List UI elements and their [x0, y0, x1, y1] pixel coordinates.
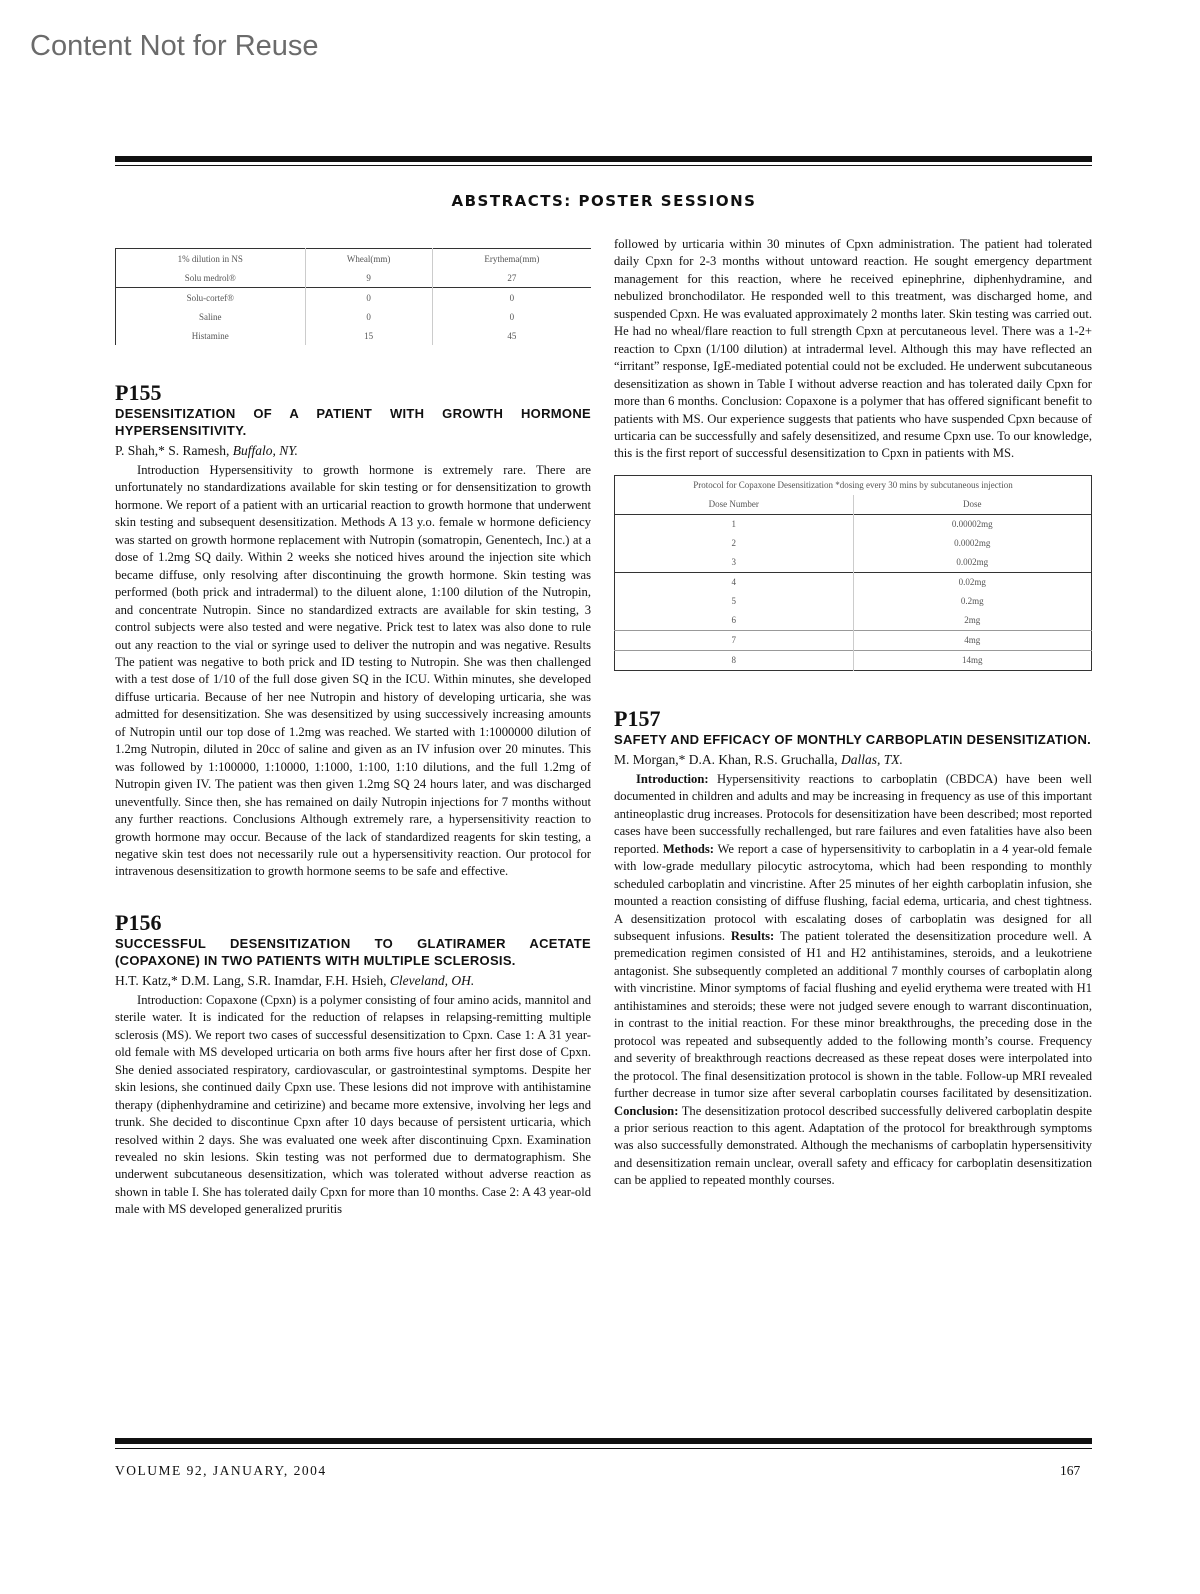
- table-cell: 45: [432, 326, 591, 345]
- table-cell: 0: [305, 307, 432, 326]
- table-cell: 0.002mg: [853, 553, 1092, 573]
- authors-text: H.T. Katz,* D.M. Lang, S.R. Inamdar, F.H. Hsieh,: [115, 972, 387, 988]
- abstract-p157: [614, 707, 1092, 1190]
- abstract-id: P155: [115, 380, 162, 405]
- intro-text: Hypersensitivity reactions to carboplatin (CBDCA) have been well documented in children and adults and may be increasing in frequency as use of this important antineoplastic drug increases. Protocols for desensitization have been described; most reported cases have been successfully rechallenged, but rare failures and even fatalities have also been reported.: [614, 771, 1092, 856]
- section-heading: ABSTRACTS: POSTER SESSIONS: [451, 192, 757, 210]
- methods-text: We report a case of hypersensitivity to carboplatin in a 4 year-old female with low-grade medullary pilocytic astrocytoma, which had been responding to monthly scheduled carboplatin and vincristine. After 25 minutes of her eighth carboplatin infusion, she mounted a reaction consisting of diffuse flushing, facial edema, urticaria, and chest tightness. A desensitization protocol with escalating doses of carboplatin was designed for all subsequent infusions.: [614, 841, 1092, 943]
- abstract-id: P156: [115, 909, 162, 935]
- author-location: Buffalo, NY.: [232, 443, 298, 458]
- abstract-body: Introduction Hypersensitivity to growth hormone is extremely rare. There are unfortunately no standardizations available for skin testing or for densensitization to growth hormone. We report of a patient with an urticarial reaction to growth hormone that underwent skin testing and subsequent desensitization. Methods A 13 y.o. female w hormone deficiency was started on growth hormone replacement with Nutropin (somatropin, Genentech, Inc.) at a dose of 1.2mg SQ daily. Within 2 weeks she noticed hives around the injection site which became diffuse, only resolving after discontinuing the growth hormone. Skin testing was performed (both prick and intradermal) to the diluent alone, 1:100 dilution of the Nutropin, and concentrate Nutropin. Since no standardized extracts are available for skin testing, 3 control subjects were also tested and were negative. Prick test to latex was also done to rule out any reaction to the vial or syringe used to deliver the nutropin and was negative. Results The patient was negative to both prick and ID testing to Nutropin. She was then challenged with a test dose of 1/10 of the full dose given SQ in the ICU. Within minutes, she developed diffuse urticaria. Because of her nee Nutropin and history of developing urticaria, she was admitted for desensitization. She was desensitized by using successively increasing amounts of Nutropin until our top dose of 1.2mg was reached. We started with 1:1000000 dilution of 1.2mg Nutropin, diluted in 20cc of saline and given as an IV infusion over 20 minutes. This was followed by 1:100000, 1:10000, 1:1000, 1:100, 1:10 dilutions, and the full 1.2mg of Nutropin given IV. The patient was then given 1.2mg SQ 24 hours later, and was discharged uneventfully. Since then, she has remained on daily Nutropin injections for 7 months without any further reactions. Conclusions Although extremely rare, a hypersensitivity reaction to growth hormone may occur. Because of the lack of standardized reagents for skin testing, a negative skin test does not necessarily rule out a hypersensitivity reaction. Our protocol for intravenous desensitization to growth hormone seems to be safe and effective.: [115, 463, 591, 879]
- table-header: Erythema(mm): [432, 249, 591, 269]
- abstract-authors: [614, 750, 1092, 770]
- table-cell: 6: [731, 615, 736, 626]
- results-label: Results:: [730, 928, 775, 943]
- table-cell: 4: [731, 577, 736, 588]
- table-header: Wheal(mm): [305, 249, 432, 269]
- table-header-row: [615, 495, 1092, 515]
- conclusion-label: Conclusion:: [614, 1103, 679, 1118]
- table-cell: 5: [731, 596, 736, 607]
- abstract-p155: [115, 381, 591, 881]
- table-cell: 3: [731, 557, 736, 568]
- table-cell: 0.00002mg: [853, 514, 1092, 534]
- abstract-authors: [115, 971, 591, 991]
- table-cell: 0.02mg: [853, 572, 1092, 592]
- abstract-title: DESENSITIZATION OF A PATIENT WITH GROWTH HORMONE HYPERSENSITIVITY.: [115, 406, 591, 438]
- authors-text: M. Morgan,* D.A. Khan, R.S. Gruchalla,: [614, 751, 838, 767]
- table-row: [615, 611, 1092, 631]
- table-cell: 2mg: [853, 611, 1092, 631]
- abstract-title: SAFETY AND EFFICACY OF MONTHLY CARBOPLATIN DESENSITIZATION.: [614, 731, 1092, 747]
- table-cell: 2: [731, 538, 736, 549]
- authors-text: P. Shah,* S. Ramesh,: [115, 443, 230, 458]
- abstract-id: P157: [614, 705, 661, 731]
- table-header: 1% dilution in NS: [177, 253, 243, 264]
- table-row: [615, 534, 1092, 553]
- abstract-authors: [115, 441, 591, 461]
- table-row: [116, 307, 592, 326]
- copaxone-protocol-table: [614, 475, 1092, 671]
- table-cell: Saline: [199, 311, 222, 322]
- table-row: [615, 572, 1092, 592]
- table-row: [116, 268, 592, 288]
- table-cell: 0: [305, 288, 432, 308]
- table-cell: 0.2mg: [853, 592, 1092, 611]
- abstract-title: SUCCESSFUL DESENSITIZATION TO GLATIRAMER ACETATE (COPAXONE) IN TWO PATIENTS WITH MULTIPLE SCLEROSIS.: [115, 935, 591, 968]
- top-rule-thin: [115, 165, 1092, 166]
- right-column: [614, 236, 1092, 1190]
- table-header-row: [116, 249, 592, 269]
- bottom-rule-thin: [115, 1448, 1092, 1449]
- table-row: [615, 592, 1092, 611]
- abstract-body: Introduction: Copaxone (Cpxn) is a polymer consisting of four amino acids, mannitol and sterile water. It is indicated for the reduction of relapses in relapsing-remitting multiple sclerosis (MS). We report two cases of successful desensitization to Cpxn. Case 1: A 31 year-old female with MS developed urticaria on both arms five hours after her first dose of Cpxn. She denied associated respiratory, cardiovascular, or gastrointestinal symptoms. Despite her skin lesions, she continued daily Cpxn use. These lesions did not improve with antihistamine therapy (diphenhydramine and cetirizine) and became more extensive, involving her legs and trunk. She decided to discontinue Cpxn after 10 days because of persistent urticaria, which resolved within 2 days. She was evaluated one week after discontinuing Cpxn. Examination revealed no skin lesions. Skin testing was not performed due to dermatographism. She underwent subcutaneous desensitization, which was tolerated without adverse reaction as shown in table I. She has tolerated daily Cpxn for more than 10 months. Case 2: A 43 year-old male with MS developed generalized pruritis: [115, 992, 591, 1217]
- table-row: [615, 650, 1092, 670]
- table-cell: 0: [432, 288, 591, 308]
- watermark: Content Not for Reuse: [30, 30, 319, 62]
- abstract-p156: [115, 911, 591, 1219]
- table-cell: 15: [305, 326, 432, 345]
- journal-volume: VOLUME 92, JANUARY, 2004: [115, 1463, 327, 1478]
- table-cell: 8: [731, 655, 736, 666]
- top-rule: [115, 156, 1092, 162]
- table-header: Dose: [853, 495, 1092, 515]
- table-row: [116, 288, 592, 308]
- table-row: [615, 514, 1092, 534]
- conclusion-text: The desensitization protocol described successfully delivered carboplatin despite a prior serious reaction to this agent. Adaptation of the protocol for breakthrough symptoms was also successfully demonstrated. Although the mechanisms of carboplatin hypersensitivity and desensitization remain unclear, overall safety and efficacy for carboplatin desensitization can be applied to repeated monthly courses.: [614, 1103, 1092, 1188]
- author-location: Dallas, TX.: [840, 751, 903, 767]
- table-cell: Histamine: [191, 330, 229, 341]
- table-cell: 14mg: [853, 650, 1092, 670]
- table-row: [116, 326, 592, 345]
- table-cell: 0: [432, 307, 591, 326]
- abstract-body-continued: followed by urticaria within 30 minutes of Cpxn administration. The patient had tolerated daily Cpxn for 2-3 months without untoward reaction. He sought emergency department management for this reaction, where he received epinephrine, diphenhydramine, and nebulized bronchodilator. He responded well to this treatment, was discharged home, and suspended Cpxn. He was evaluated approximately 2 months later. Skin testing was carried out. He had no wheal/flare reaction to full strength Cpxn at percutaneous level. There was a 1-2+ reaction to Cpxn (1/100 dilution) at intradermal level. Although this may have reflected an “irritant” response, IgE-mediated potential could not be excluded. He underwent subcutaneous desensitization as shown in Table I without adverse reaction and has tolerated daily Cpxn for more than 6 months. Conclusion: Copaxone is a polymer that has offered significant benefit to patients with MS. Our experience suggests that patients who have suspended Cpxn because of urticaria can be successfully and safely desensitized, and resume Cpxn use. To our knowledge, this is the first report of successful desensitization to Cpxn in patients with MS.: [614, 237, 1092, 461]
- methods-label: Methods:: [662, 841, 714, 856]
- table-row: [615, 630, 1092, 650]
- table-cell: 7: [731, 635, 736, 646]
- table-cell: 4mg: [853, 630, 1092, 650]
- intro-label: Introduction:: [636, 771, 709, 786]
- author-location: Cleveland, OH.: [389, 972, 475, 988]
- table-row: [615, 553, 1092, 573]
- table-cell: 9: [305, 268, 432, 288]
- table-cell: Solu medrol®: [184, 272, 236, 283]
- table-caption: Protocol for Copaxone Desensitization *dosing every 30 mins by subcutaneous injection: [693, 480, 1013, 491]
- results-text: The patient tolerated the desensitization procedure well. A premedication regimen consisted of H1 and H2 antihistamines, steroids, and a leukotriene antagonist. She subsequently completed an additional 7 monthly courses of carboplatin along with vincristine. Minor symptoms of facial flushing and eyelid erythema were treated with H1 antihistamines and steroids; these were not judged severe enough to warrant discontinuation, in contrast to the initial reaction. For these minor breakthroughs, the preceding dose in the protocol was repeated and subsequently added to the following month’s course. Frequency and severity of breakthrough reactions decreased as these repeat doses were interpolated into the protocol. The final desensitization protocol is shown in the table. Follow-up MRI revealed further decrease in tumor size after several carboplatin courses facilitated by desensitization.: [614, 928, 1093, 1101]
- left-column: [115, 248, 591, 1219]
- page-number: 167: [1060, 1463, 1081, 1478]
- table-cell: 1: [731, 519, 736, 530]
- table-cell: Solu-cortef®: [186, 292, 234, 303]
- table-cell: 0.0002mg: [853, 534, 1092, 553]
- bottom-rule: [115, 1438, 1092, 1444]
- abstract-body: [614, 771, 1092, 1190]
- table-caption-row: [615, 475, 1092, 495]
- table-cell: 27: [432, 268, 591, 288]
- skin-test-table: [115, 248, 591, 345]
- table-header: Dose Number: [708, 499, 759, 510]
